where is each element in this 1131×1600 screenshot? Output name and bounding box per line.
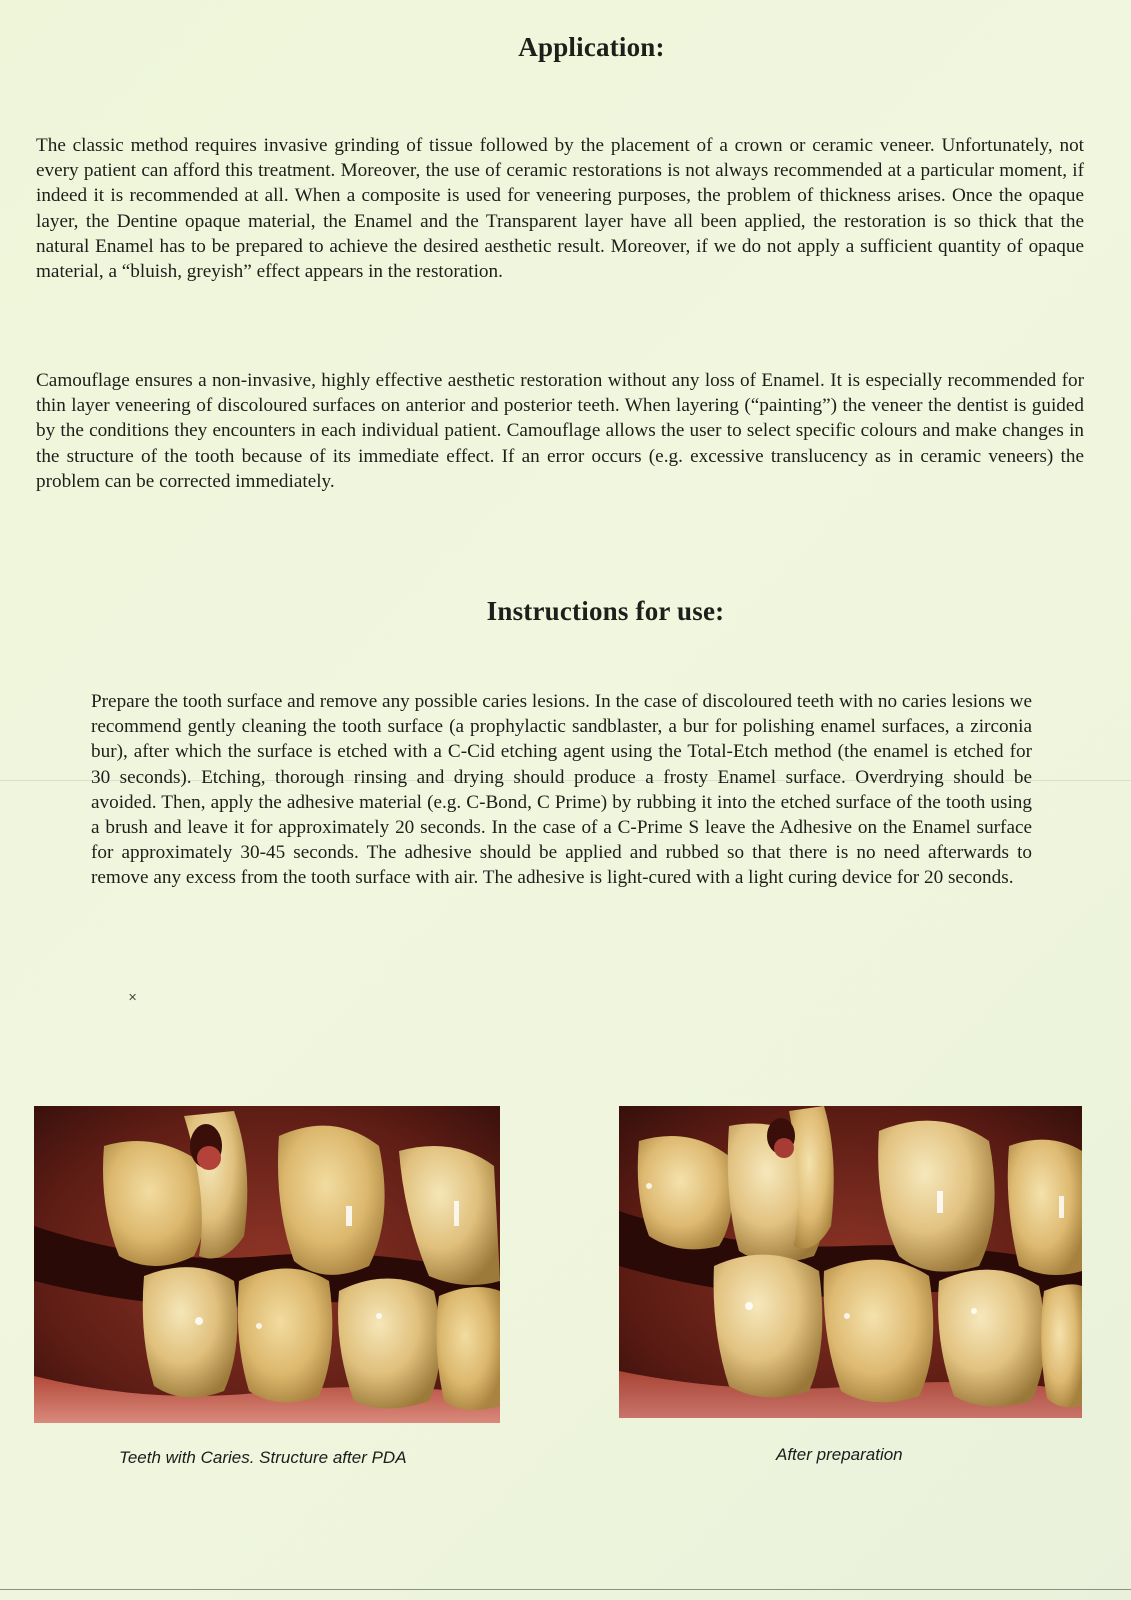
application-paragraph-1: The classic method requires invasive grinding of tissue followed by the placement of a crown or ceramic veneer. Unfortunately, not every patient can afford this treatment. Moreover, the use of ceramic restorations is not always recommended at a particular moment, if indeed it is recommended at all. When a composite is used for veneering purposes, the problem of thickness arises. Once the opaque layer, the Dentine opaque material, the Enamel and the Transparent layer have all been applied, the restoration is so thick that the natural Enamel has to be prepared to achieve the desired aesthetic result. Moreover, if we do not apply a sufficient quantity of opaque material, a “bluish, greyish” effect appears in the restoration.	[36, 135, 1084, 283]
caption-after-preparation: After preparation	[776, 1445, 903, 1464]
teeth-before-illustration	[34, 1106, 500, 1423]
photo-teeth-with-caries	[34, 1106, 500, 1423]
caption-teeth-with-caries: Teeth with Caries. Structure after PDA	[119, 1448, 407, 1467]
teeth-after-illustration	[619, 1106, 1082, 1418]
instructions-paragraph: Prepare the tooth surface and remove any possible caries lesions. In the case of discoloured teeth with no caries lesions we recommend gently cleaning the tooth surface (a prophylactic sandblaster, a bur for polishing enamel surfaces, a zirconia bur), after which the surface is etched with a C-Cid etching agent using the Total-Etch method (the enamel is etched for 30 seconds). Etching, thorough rinsing and drying should produce a frosty Enamel surface. Overdrying should be avoided. Then, apply the adhesive material (e.g. C-Bond, C Prime) by rubbing it into the etched surface of the tooth using a brush and leave it for approximately 20 seconds. In the case of a C-Prime S leave the Adhesive on the Enamel surface for approximately 30-45 seconds. The adhesive should be applied and rubbed so that there is no need afterwards to remove any excess from the tooth surface with air. The adhesive is light-cured with a light curing device for 20 seconds.	[91, 691, 1032, 889]
scan-speck: ✕	[128, 991, 138, 1004]
photo-after-preparation	[619, 1106, 1082, 1418]
application-paragraph-2: Camouflage ensures a non-invasive, highly effective aesthetic restoration without any loss of Enamel. It is especially recommended for thin layer veneering of discoloured surfaces on anterior and posterior teeth. When layering (“painting”) the veneer the dentist is guided by the conditions they encounters in each individual patient. Camouflage allows the user to select specific colours and make changes in the structure of the tooth because of its immediate effect. If an error occurs (e.g. excessive translucency as in ceramic veneers) the problem can be corrected immediately.	[36, 370, 1084, 492]
application-heading: Application:	[518, 32, 665, 62]
instructions-heading: Instructions for use:	[486, 596, 725, 626]
page-bottom-rule	[0, 1589, 1131, 1590]
